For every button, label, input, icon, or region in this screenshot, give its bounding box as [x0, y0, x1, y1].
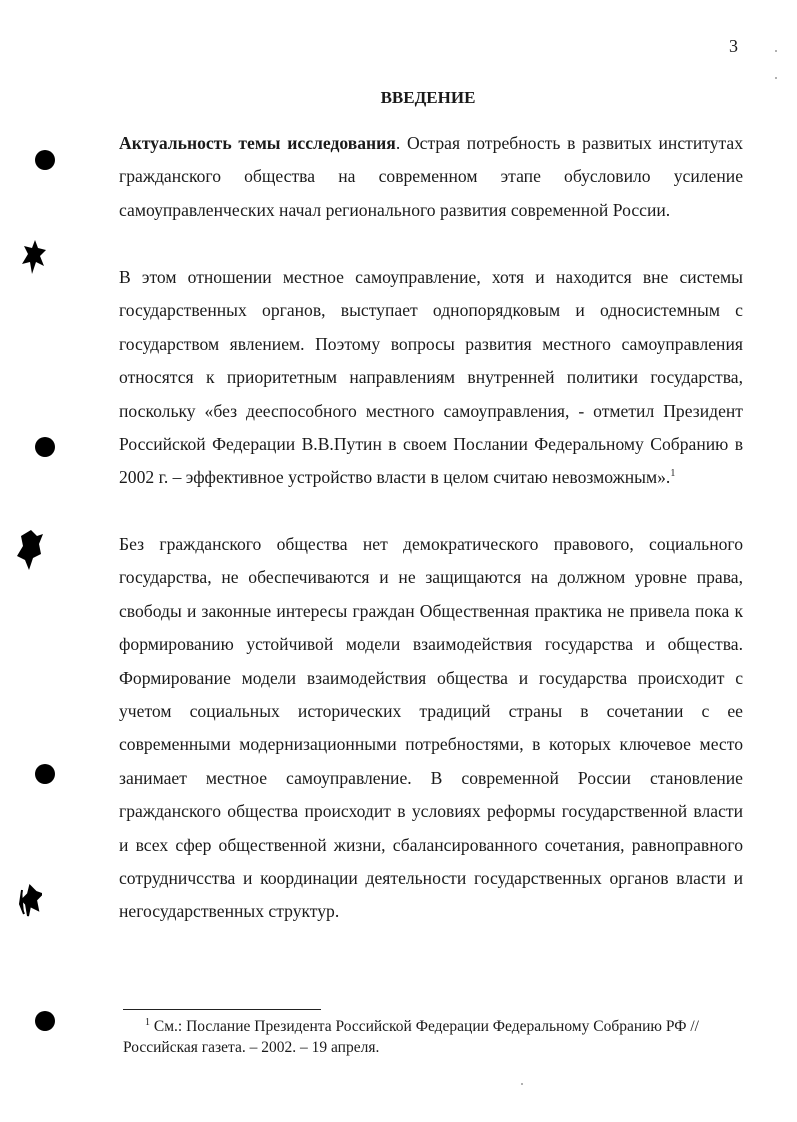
footnote [123, 1016, 743, 1058]
binder-hole [35, 150, 55, 170]
footnote-text: См.: Послание Президента Российской Федерации Федеральному Собранию РФ // Российская газета. – 2002. – 19 апреля. [123, 1018, 699, 1056]
binder-hole [35, 437, 55, 457]
relevance-label: Актуальность темы исследования [119, 133, 396, 153]
page-number: 3 [729, 36, 738, 56]
binder-hole [35, 764, 55, 784]
ink-blot-icon [22, 240, 48, 274]
scan-speck [775, 77, 777, 79]
section-heading: ВВЕДЕНИЕ [380, 88, 476, 107]
footnote-mark: 1 [145, 1016, 150, 1028]
binder-hole [35, 1011, 55, 1031]
paragraph-civil-society [119, 528, 743, 929]
ink-blot-icon [17, 530, 43, 570]
scan-speck [775, 50, 777, 52]
paragraph-relevance [119, 127, 743, 227]
footnote-reference[interactable]: 1 [670, 468, 676, 480]
civil-society-text: Без гражданского общества нет демократического правового, социального государства, не обеспечиваются и не защищаются на должном уровне права, свободы и законные интересы граждан Общественная практика не привела пока к формированию устойчивой модели взаимодействия государства и общества. Формирование модели взаимодействия общества и государства происходит с учетом социальных исторических традиций страны в сочетании с ее современными модернизационными потребностями, в которых ключевое место занимает местное самоуправление. В современной России становление гражданского общества происходит в условиях реформы государственной власти и всех сфер общественной жизни, сбалансированного сочетания, равноправного сотрудничсства и координации деятельности государственных органов власти и негосударственных структур. [119, 534, 743, 922]
ink-blot-icon [18, 884, 42, 918]
paragraph-local-government [119, 261, 743, 495]
local-government-text: В этом отношении местное самоуправление, хотя и находится вне системы государственных органов, выступает однопорядковым и односистемным с государством явлением. Поэтому вопросы развития местного самоуправления относятся к приоритетным направлениям внутренней политики государства, поскольку «без дееспособного местного самоуправления, - отметил Президент Российской Федерации В.В.Путин в своем Послании Федеральному Собранию в 2002 г. – эффективное устройство власти в целом считаю невозможным». [119, 267, 743, 488]
relevance-text: . Острая потребность в развитых институтах гражданского общества на современном этапе обусловило усиление самоуправленческих начал регионального развития современной России. [119, 133, 743, 220]
scan-speck [521, 1083, 523, 1085]
footnote-separator [123, 1009, 321, 1010]
